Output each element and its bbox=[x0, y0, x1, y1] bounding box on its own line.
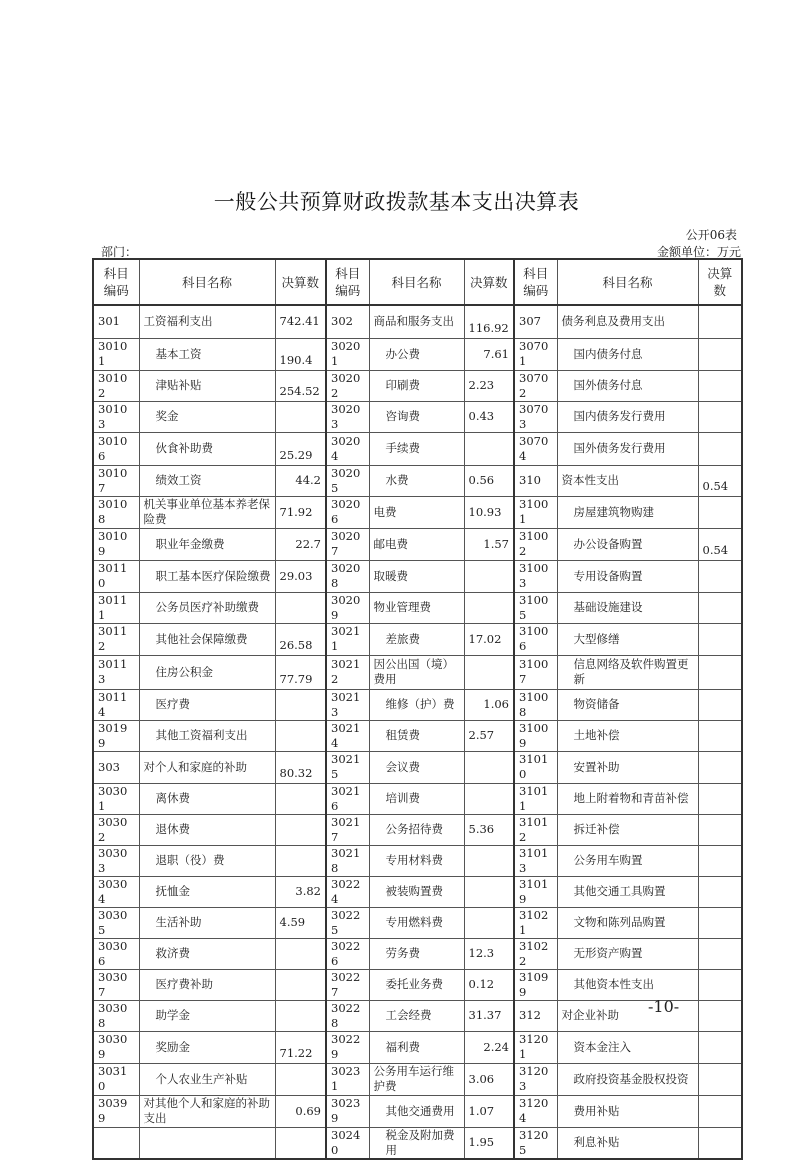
name-cell: 绩效工资 bbox=[139, 465, 275, 496]
code-cell: 30103 bbox=[93, 401, 139, 432]
name-cell: 委托业务费 bbox=[369, 969, 464, 1000]
code-cell: 30227 bbox=[326, 969, 369, 1000]
amount-cell bbox=[464, 432, 514, 465]
code-cell: 30211 bbox=[326, 623, 369, 655]
table-row bbox=[93, 720, 742, 751]
code-cell: 307 bbox=[514, 305, 557, 338]
code-cell: 31002 bbox=[514, 528, 557, 560]
name-cell: 机关事业单位基本养老保险费 bbox=[139, 496, 275, 528]
code-cell: 30703 bbox=[514, 401, 557, 432]
amount-cell bbox=[698, 1127, 742, 1159]
code-cell: 30214 bbox=[326, 720, 369, 751]
name-cell: 利息补贴 bbox=[557, 1127, 698, 1159]
name-cell: 政府投资基金股权投资 bbox=[557, 1063, 698, 1095]
table-row bbox=[93, 338, 742, 370]
name-cell: 水费 bbox=[369, 465, 464, 496]
amount-cell bbox=[275, 689, 326, 720]
code-cell: 30215 bbox=[326, 751, 369, 783]
code-cell: 30206 bbox=[326, 496, 369, 528]
amount-cell bbox=[698, 907, 742, 938]
amount-cell bbox=[698, 370, 742, 401]
amount-cell: 25.29 bbox=[275, 432, 326, 465]
name-cell: 手续费 bbox=[369, 432, 464, 465]
amount-cell: 1.06 bbox=[464, 689, 514, 720]
amount-cell bbox=[464, 592, 514, 623]
name-cell: 国外债务付息 bbox=[557, 370, 698, 401]
name-cell: 医疗费补助 bbox=[139, 969, 275, 1000]
code-cell: 303 bbox=[93, 751, 139, 783]
header-amount: 决算数 bbox=[275, 259, 326, 305]
amount-cell: 254.52 bbox=[275, 370, 326, 401]
code-cell: 30302 bbox=[93, 814, 139, 845]
amount-cell bbox=[275, 845, 326, 876]
name-cell: 其他交通工具购置 bbox=[557, 876, 698, 907]
amount-cell bbox=[275, 401, 326, 432]
name-cell: 资本性支出 bbox=[557, 465, 698, 496]
table-row bbox=[93, 496, 742, 528]
table-row bbox=[93, 1000, 742, 1031]
code-cell: 30226 bbox=[326, 938, 369, 969]
amount-cell bbox=[698, 1063, 742, 1095]
form-number: 公开06表 bbox=[685, 228, 737, 242]
amount-cell bbox=[698, 496, 742, 528]
name-cell: 土地补偿 bbox=[557, 720, 698, 751]
amount-cell bbox=[698, 1031, 742, 1063]
code-cell: 31204 bbox=[514, 1095, 557, 1127]
amount-cell: 17.02 bbox=[464, 623, 514, 655]
name-cell: 助学金 bbox=[139, 1000, 275, 1031]
name-cell: 物资储备 bbox=[557, 689, 698, 720]
amount-cell: 29.03 bbox=[275, 560, 326, 592]
name-cell: 离休费 bbox=[139, 783, 275, 814]
table-row bbox=[93, 845, 742, 876]
name-cell: 对企业补助 bbox=[557, 1000, 698, 1031]
name-cell: 邮电费 bbox=[369, 528, 464, 560]
name-cell: 对个人和家庭的补助 bbox=[139, 751, 275, 783]
name-cell: 会议费 bbox=[369, 751, 464, 783]
amount-cell bbox=[275, 592, 326, 623]
code-cell: 31006 bbox=[514, 623, 557, 655]
amount-cell: 5.36 bbox=[464, 814, 514, 845]
name-cell: 国内债务付息 bbox=[557, 338, 698, 370]
code-cell: 30303 bbox=[93, 845, 139, 876]
amount-cell: 44.2 bbox=[275, 465, 326, 496]
code-cell bbox=[93, 1127, 139, 1159]
code-cell: 31010 bbox=[514, 751, 557, 783]
code-cell: 30399 bbox=[93, 1095, 139, 1127]
name-cell: 安置补助 bbox=[557, 751, 698, 783]
name-cell: 大型修缮 bbox=[557, 623, 698, 655]
amount-cell: 2.57 bbox=[464, 720, 514, 751]
name-cell: 其他交通费用 bbox=[369, 1095, 464, 1127]
name-cell: 其他社会保障缴费 bbox=[139, 623, 275, 655]
code-cell: 30218 bbox=[326, 845, 369, 876]
name-cell: 房屋建筑物购建 bbox=[557, 496, 698, 528]
amount-cell bbox=[698, 1000, 742, 1031]
code-cell: 30110 bbox=[93, 560, 139, 592]
amount-cell bbox=[275, 1000, 326, 1031]
amount-cell bbox=[275, 1063, 326, 1095]
amount-cell: 71.92 bbox=[275, 496, 326, 528]
amount-cell bbox=[698, 814, 742, 845]
code-cell: 30107 bbox=[93, 465, 139, 496]
amount-cell bbox=[464, 560, 514, 592]
amount-cell: 0.12 bbox=[464, 969, 514, 1000]
amount-cell: 1.57 bbox=[464, 528, 514, 560]
table-row bbox=[93, 814, 742, 845]
code-cell: 30203 bbox=[326, 401, 369, 432]
name-cell: 奖金 bbox=[139, 401, 275, 432]
code-cell: 31012 bbox=[514, 814, 557, 845]
code-cell: 30308 bbox=[93, 1000, 139, 1031]
table-row bbox=[93, 1127, 742, 1159]
code-cell: 30199 bbox=[93, 720, 139, 751]
table-row bbox=[93, 465, 742, 496]
name-cell: 差旅费 bbox=[369, 623, 464, 655]
table-row bbox=[93, 623, 742, 655]
code-cell: 30108 bbox=[93, 496, 139, 528]
code-cell: 30204 bbox=[326, 432, 369, 465]
amount-cell: 71.22 bbox=[275, 1031, 326, 1063]
amount-cell: 742.41 bbox=[275, 305, 326, 338]
code-cell: 30205 bbox=[326, 465, 369, 496]
name-cell: 费用补贴 bbox=[557, 1095, 698, 1127]
amount-cell bbox=[698, 938, 742, 969]
name-cell: 退休费 bbox=[139, 814, 275, 845]
amount-cell bbox=[275, 969, 326, 1000]
name-cell: 债务利息及费用支出 bbox=[557, 305, 698, 338]
amount-cell: 22.7 bbox=[275, 528, 326, 560]
header-amount: 决算数 bbox=[698, 259, 742, 305]
unit-label: 金额单位：万元 bbox=[656, 245, 741, 259]
name-cell bbox=[139, 1127, 275, 1159]
table-row bbox=[93, 370, 742, 401]
name-cell: 印刷费 bbox=[369, 370, 464, 401]
amount-cell: 77.79 bbox=[275, 655, 326, 689]
code-cell: 30213 bbox=[326, 689, 369, 720]
code-cell: 30310 bbox=[93, 1063, 139, 1095]
name-cell: 资本金注入 bbox=[557, 1031, 698, 1063]
name-cell: 抚恤金 bbox=[139, 876, 275, 907]
amount-cell bbox=[698, 1095, 742, 1127]
name-cell: 其他资本性支出 bbox=[557, 969, 698, 1000]
amount-cell bbox=[275, 1127, 326, 1159]
table-row bbox=[93, 876, 742, 907]
name-cell: 办公设备购置 bbox=[557, 528, 698, 560]
code-cell: 30207 bbox=[326, 528, 369, 560]
department-label: 部门： bbox=[101, 245, 138, 259]
amount-cell: 1.07 bbox=[464, 1095, 514, 1127]
amount-cell bbox=[464, 751, 514, 783]
code-cell: 30102 bbox=[93, 370, 139, 401]
code-cell: 30229 bbox=[326, 1031, 369, 1063]
code-cell: 30307 bbox=[93, 969, 139, 1000]
amount-cell bbox=[698, 845, 742, 876]
header-row bbox=[93, 259, 742, 305]
name-cell: 基本工资 bbox=[139, 338, 275, 370]
amount-cell: 3.06 bbox=[464, 1063, 514, 1095]
name-cell: 物业管理费 bbox=[369, 592, 464, 623]
code-cell: 30106 bbox=[93, 432, 139, 465]
code-cell: 30109 bbox=[93, 528, 139, 560]
name-cell: 维修（护）费 bbox=[369, 689, 464, 720]
amount-cell: 0.54 bbox=[698, 465, 742, 496]
table-row bbox=[93, 938, 742, 969]
amount-cell bbox=[698, 623, 742, 655]
table-row bbox=[93, 1063, 742, 1095]
code-cell: 31009 bbox=[514, 720, 557, 751]
amount-cell bbox=[464, 876, 514, 907]
code-cell: 30240 bbox=[326, 1127, 369, 1159]
header-name: 科目名称 bbox=[369, 259, 464, 305]
name-cell: 地上附着物和青苗补偿 bbox=[557, 783, 698, 814]
amount-cell bbox=[698, 689, 742, 720]
table-row bbox=[93, 432, 742, 465]
amount-cell: 2.23 bbox=[464, 370, 514, 401]
amount-cell: 31.37 bbox=[464, 1000, 514, 1031]
code-cell: 30113 bbox=[93, 655, 139, 689]
name-cell: 文物和陈列品购置 bbox=[557, 907, 698, 938]
page-title: 一般公共预算财政拨款基本支出决算表 bbox=[213, 190, 580, 214]
amount-cell bbox=[464, 655, 514, 689]
name-cell: 税金及附加费用 bbox=[369, 1127, 464, 1159]
name-cell: 其他工资福利支出 bbox=[139, 720, 275, 751]
amount-cell: 1.95 bbox=[464, 1127, 514, 1159]
amount-cell: 4.59 bbox=[275, 907, 326, 938]
table-row bbox=[93, 592, 742, 623]
code-cell: 31007 bbox=[514, 655, 557, 689]
code-cell: 301 bbox=[93, 305, 139, 338]
name-cell: 商品和服务支出 bbox=[369, 305, 464, 338]
code-cell: 30306 bbox=[93, 938, 139, 969]
header-name: 科目名称 bbox=[557, 259, 698, 305]
table-row bbox=[93, 969, 742, 1000]
name-cell: 培训费 bbox=[369, 783, 464, 814]
code-cell: 30224 bbox=[326, 876, 369, 907]
name-cell: 专用燃料费 bbox=[369, 907, 464, 938]
code-cell: 31005 bbox=[514, 592, 557, 623]
code-cell: 30114 bbox=[93, 689, 139, 720]
code-cell: 31008 bbox=[514, 689, 557, 720]
amount-cell bbox=[698, 969, 742, 1000]
amount-cell bbox=[698, 592, 742, 623]
name-cell: 取暖费 bbox=[369, 560, 464, 592]
name-cell: 医疗费 bbox=[139, 689, 275, 720]
code-cell: 30101 bbox=[93, 338, 139, 370]
code-cell: 30704 bbox=[514, 432, 557, 465]
amount-cell: 2.24 bbox=[464, 1031, 514, 1063]
code-cell: 31205 bbox=[514, 1127, 557, 1159]
code-cell: 31001 bbox=[514, 496, 557, 528]
amount-cell bbox=[698, 305, 742, 338]
name-cell: 退职（役）费 bbox=[139, 845, 275, 876]
amount-cell bbox=[698, 560, 742, 592]
name-cell: 工会经费 bbox=[369, 1000, 464, 1031]
amount-cell bbox=[464, 845, 514, 876]
amount-cell: 7.61 bbox=[464, 338, 514, 370]
name-cell: 福利费 bbox=[369, 1031, 464, 1063]
header-name: 科目名称 bbox=[139, 259, 275, 305]
name-cell: 国外债务发行费用 bbox=[557, 432, 698, 465]
code-cell: 30212 bbox=[326, 655, 369, 689]
code-cell: 30201 bbox=[326, 338, 369, 370]
amount-cell: 190.4 bbox=[275, 338, 326, 370]
name-cell: 专用材料费 bbox=[369, 845, 464, 876]
name-cell: 因公出国（境）费用 bbox=[369, 655, 464, 689]
name-cell: 拆迁补偿 bbox=[557, 814, 698, 845]
code-cell: 30301 bbox=[93, 783, 139, 814]
name-cell: 津贴补贴 bbox=[139, 370, 275, 401]
code-cell: 30111 bbox=[93, 592, 139, 623]
code-cell: 30228 bbox=[326, 1000, 369, 1031]
amount-cell bbox=[698, 876, 742, 907]
code-cell: 30208 bbox=[326, 560, 369, 592]
table-row bbox=[93, 528, 742, 560]
amount-cell bbox=[698, 401, 742, 432]
name-cell: 对其他个人和家庭的补助支出 bbox=[139, 1095, 275, 1127]
table-row bbox=[93, 305, 742, 338]
code-cell: 31011 bbox=[514, 783, 557, 814]
table-row bbox=[93, 689, 742, 720]
table-row bbox=[93, 560, 742, 592]
code-cell: 30112 bbox=[93, 623, 139, 655]
amount-cell bbox=[698, 783, 742, 814]
amount-cell bbox=[698, 432, 742, 465]
code-cell: 31021 bbox=[514, 907, 557, 938]
name-cell: 电费 bbox=[369, 496, 464, 528]
code-cell: 31201 bbox=[514, 1031, 557, 1063]
amount-cell: 0.69 bbox=[275, 1095, 326, 1127]
amount-cell: 26.58 bbox=[275, 623, 326, 655]
amount-cell bbox=[698, 655, 742, 689]
code-cell: 312 bbox=[514, 1000, 557, 1031]
code-cell: 302 bbox=[326, 305, 369, 338]
code-cell: 31203 bbox=[514, 1063, 557, 1095]
code-cell: 31013 bbox=[514, 845, 557, 876]
code-cell: 310 bbox=[514, 465, 557, 496]
amount-cell bbox=[464, 783, 514, 814]
table-row bbox=[93, 1031, 742, 1063]
code-cell: 30305 bbox=[93, 907, 139, 938]
amount-cell bbox=[698, 338, 742, 370]
amount-cell: 3.82 bbox=[275, 876, 326, 907]
code-cell: 30309 bbox=[93, 1031, 139, 1063]
code-cell: 30217 bbox=[326, 814, 369, 845]
table-row bbox=[93, 655, 742, 689]
name-cell: 救济费 bbox=[139, 938, 275, 969]
table-row bbox=[93, 751, 742, 783]
name-cell: 信息网络及软件购置更新 bbox=[557, 655, 698, 689]
code-cell: 30202 bbox=[326, 370, 369, 401]
amount-cell bbox=[698, 720, 742, 751]
name-cell: 无形资产购置 bbox=[557, 938, 698, 969]
name-cell: 租赁费 bbox=[369, 720, 464, 751]
amount-cell bbox=[275, 938, 326, 969]
code-cell: 30239 bbox=[326, 1095, 369, 1127]
amount-cell: 116.92 bbox=[464, 305, 514, 338]
name-cell: 公务用车购置 bbox=[557, 845, 698, 876]
name-cell: 住房公积金 bbox=[139, 655, 275, 689]
amount-cell: 12.3 bbox=[464, 938, 514, 969]
name-cell: 劳务费 bbox=[369, 938, 464, 969]
name-cell: 公务用车运行维护费 bbox=[369, 1063, 464, 1095]
code-cell: 31003 bbox=[514, 560, 557, 592]
header-amount: 决算数 bbox=[464, 259, 514, 305]
name-cell: 生活补助 bbox=[139, 907, 275, 938]
name-cell: 办公费 bbox=[369, 338, 464, 370]
amount-cell: 10.93 bbox=[464, 496, 514, 528]
table-row bbox=[93, 401, 742, 432]
name-cell: 个人农业生产补贴 bbox=[139, 1063, 275, 1095]
amount-cell bbox=[464, 907, 514, 938]
code-cell: 31022 bbox=[514, 938, 557, 969]
code-cell: 30231 bbox=[326, 1063, 369, 1095]
name-cell: 咨询费 bbox=[369, 401, 464, 432]
table-row bbox=[93, 1095, 742, 1127]
name-cell: 专用设备购置 bbox=[557, 560, 698, 592]
header-code: 科目编码 bbox=[93, 259, 139, 305]
table-row bbox=[93, 907, 742, 938]
code-cell: 31019 bbox=[514, 876, 557, 907]
name-cell: 工资福利支出 bbox=[139, 305, 275, 338]
name-cell: 公务招待费 bbox=[369, 814, 464, 845]
expenditure-table bbox=[92, 258, 743, 1160]
name-cell: 公务员医疗补助缴费 bbox=[139, 592, 275, 623]
amount-cell bbox=[275, 720, 326, 751]
name-cell: 职工基本医疗保险缴费 bbox=[139, 560, 275, 592]
code-cell: 30216 bbox=[326, 783, 369, 814]
code-cell: 30701 bbox=[514, 338, 557, 370]
code-cell: 30304 bbox=[93, 876, 139, 907]
amount-cell bbox=[698, 751, 742, 783]
amount-cell bbox=[275, 783, 326, 814]
amount-cell: 80.32 bbox=[275, 751, 326, 783]
name-cell: 被装购置费 bbox=[369, 876, 464, 907]
amount-cell: 0.43 bbox=[464, 401, 514, 432]
code-cell: 30702 bbox=[514, 370, 557, 401]
code-cell: 30209 bbox=[326, 592, 369, 623]
code-cell: 31099 bbox=[514, 969, 557, 1000]
name-cell: 伙食补助费 bbox=[139, 432, 275, 465]
header-code: 科目编码 bbox=[326, 259, 369, 305]
name-cell: 基础设施建设 bbox=[557, 592, 698, 623]
name-cell: 国内债务发行费用 bbox=[557, 401, 698, 432]
amount-cell: 0.54 bbox=[698, 528, 742, 560]
page-number: -10- bbox=[648, 997, 680, 1016]
code-cell: 30225 bbox=[326, 907, 369, 938]
table-row bbox=[93, 783, 742, 814]
header-code: 科目编码 bbox=[514, 259, 557, 305]
amount-cell: 0.56 bbox=[464, 465, 514, 496]
name-cell: 奖励金 bbox=[139, 1031, 275, 1063]
amount-cell bbox=[275, 814, 326, 845]
name-cell: 职业年金缴费 bbox=[139, 528, 275, 560]
